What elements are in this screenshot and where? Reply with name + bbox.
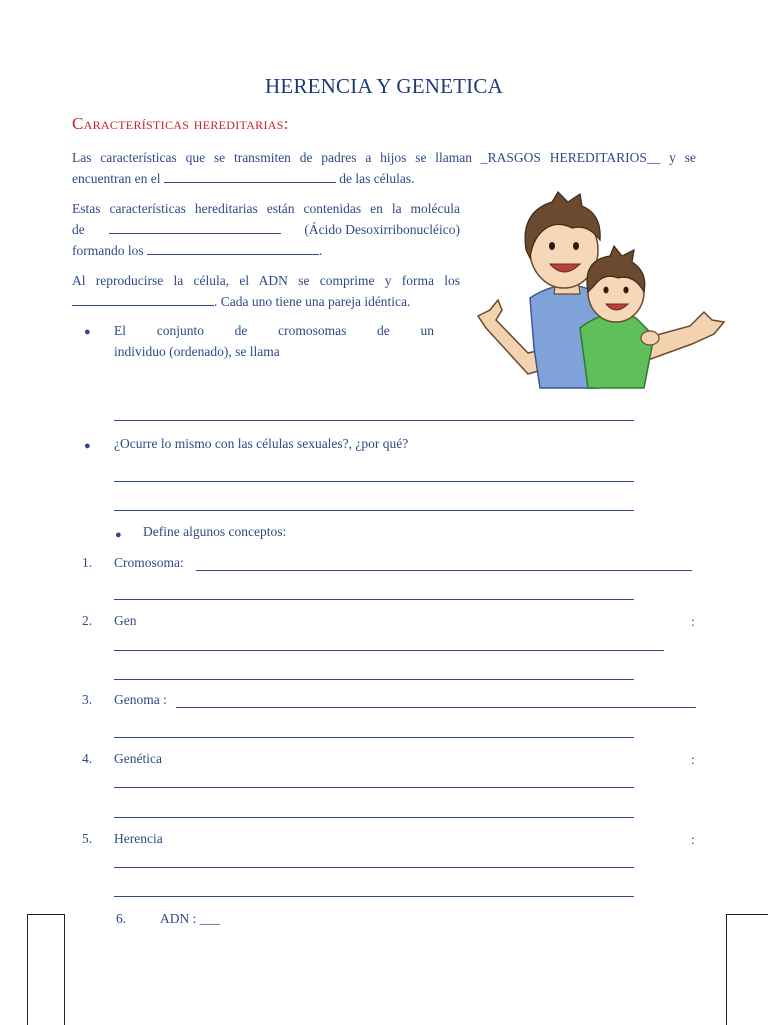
concept-5-label: Herencia	[114, 831, 163, 846]
paragraph-cromosomas-line2-post: . Cada uno tiene una pareja idéntica.	[214, 294, 411, 309]
paragraph-adn	[72, 198, 460, 261]
paragraph-rasgos-line2-pre: encuentran en el	[72, 171, 161, 186]
concept-3-answer-line[interactable]	[114, 737, 634, 738]
paragraph-cromosomas	[72, 270, 460, 312]
paragraph-rasgos-line1: Las características que se transmiten de padres a hijos se llaman _RASGOS HEREDITARIOS__ y se	[72, 150, 696, 165]
paragraph-rasgos-line2-post: de las células.	[339, 171, 415, 186]
page-corner-box-right	[726, 914, 768, 1025]
answer-line-cariotipo[interactable]	[114, 420, 634, 421]
concept-4-number: 4.	[82, 751, 93, 766]
paragraph-adn-line3-post: .	[319, 243, 323, 258]
bullet-2-icon: ●	[84, 440, 91, 452]
paragraph-cromosomas-line1: Al reproducirse la célula, el ADN se comprime y forma los	[72, 273, 460, 288]
blank-cromosomas[interactable]	[72, 292, 214, 306]
section-heading: Características hereditarias:	[72, 114, 289, 133]
bullet-1-icon: ●	[84, 326, 91, 338]
concept-1-answer-line[interactable]	[114, 599, 634, 600]
blank-genes[interactable]	[147, 241, 319, 255]
bullet-1-line1: El conjunto de cromosomas de un	[114, 323, 434, 338]
concept-2-answer-line-1[interactable]	[114, 650, 664, 651]
concept-5-number: 5.	[82, 831, 93, 846]
page-corner-box-left	[27, 914, 65, 1025]
paragraph-adn-line2-post: (Ácido Desoxirribonucléico)	[304, 222, 460, 237]
concept-1-label: Cromosoma:	[114, 555, 184, 570]
father-and-son-waving-illustration	[468, 188, 730, 398]
bullet-1-text	[114, 320, 434, 362]
concept-5-answer-line-2[interactable]	[114, 896, 634, 897]
page-title: HERENCIA Y GENETICA	[265, 74, 503, 98]
concept-4-label: Genética	[114, 751, 162, 766]
concept-1-number: 1.	[82, 555, 93, 570]
concept-2-number: 2.	[82, 613, 93, 628]
answer-line-sexuales-1[interactable]	[114, 481, 634, 482]
blank-nucleo[interactable]	[164, 169, 336, 183]
concept-6-number: 6.	[116, 911, 127, 926]
concept-5-colon: :	[691, 832, 695, 847]
paragraph-rasgos	[72, 147, 696, 189]
concept-2-label: Gen	[114, 613, 137, 628]
answer-line-sexuales-2[interactable]	[114, 510, 634, 511]
bullet-3-text: Define algunos conceptos:	[143, 524, 287, 539]
bullet-3-icon: ●	[115, 529, 122, 541]
concept-6-label: ADN : ___	[160, 911, 220, 926]
paragraph-adn-line1: Estas características hereditarias están contenidas en la molécula	[72, 201, 460, 216]
concept-2-colon: :	[691, 614, 695, 629]
paragraph-adn-line3-pre: formando los	[72, 243, 144, 258]
paragraph-adn-line2-pre: de	[72, 222, 85, 237]
concept-4-colon: :	[691, 752, 695, 767]
concept-4-answer-line-1[interactable]	[114, 787, 634, 788]
concept-1-answer-inline[interactable]	[196, 570, 692, 571]
concept-5-answer-line-1[interactable]	[114, 867, 634, 868]
concept-4-answer-line-2[interactable]	[114, 817, 634, 818]
concept-3-answer-inline[interactable]	[176, 707, 696, 708]
concept-3-number: 3.	[82, 692, 93, 707]
concept-2-answer-line-2[interactable]	[114, 679, 634, 680]
bullet-2-text: ¿Ocurre lo mismo con las células sexuales?, ¿por qué?	[114, 436, 409, 451]
concept-3-label: Genoma :	[114, 692, 167, 707]
blank-adn[interactable]	[109, 220, 281, 234]
bullet-1-line2: individuo (ordenado), se llama	[114, 344, 280, 359]
